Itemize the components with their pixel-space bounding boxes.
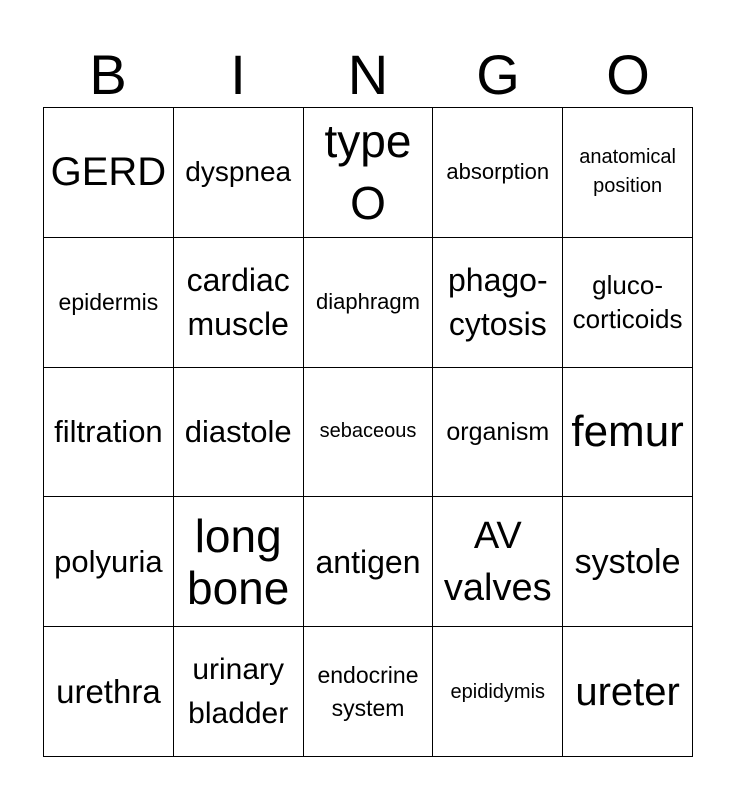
bingo-cell[interactable] [563, 368, 693, 498]
bingo-header [43, 44, 693, 106]
bingo-cell[interactable] [44, 627, 174, 757]
cell-label: organism [446, 417, 550, 446]
cell-label: polyuria [54, 543, 163, 579]
bingo-cell[interactable] [44, 238, 174, 368]
bingo-cell[interactable] [174, 238, 304, 368]
bingo-cell[interactable] [304, 497, 434, 627]
bingo-cell[interactable] [433, 238, 563, 368]
bingo-cell[interactable] [563, 238, 693, 368]
bingo-cell[interactable] [563, 497, 693, 627]
header-letter-g: G [476, 43, 520, 106]
cell-label: systole [574, 542, 681, 581]
cell-label: gluco- corticoids [572, 270, 683, 335]
bingo-cell[interactable] [174, 497, 304, 627]
bingo-cell[interactable] [44, 497, 174, 627]
cell-label: diaphragm [316, 289, 420, 315]
cell-label: urethra [56, 672, 161, 710]
cell-label: absorption [446, 159, 550, 185]
cell-label: type O [324, 115, 412, 230]
bingo-cell[interactable] [174, 627, 304, 757]
cell-label: antigen [315, 543, 421, 580]
cell-label: epididymis [450, 680, 546, 703]
header-letter-b: B [89, 43, 127, 106]
bingo-cell[interactable] [433, 108, 563, 238]
header-letter-o: O [606, 43, 650, 106]
bingo-cell[interactable] [304, 238, 434, 368]
bingo-cell[interactable] [563, 108, 693, 238]
cell-label: sebaceous [319, 420, 417, 443]
header-letter-n: N [347, 43, 389, 106]
cell-label: femur [571, 406, 684, 456]
cell-label: cardiac muscle [186, 262, 290, 343]
cell-label: urinary bladder [188, 652, 289, 730]
bingo-cell[interactable] [174, 108, 304, 238]
cell-label: dyspnea [185, 156, 292, 188]
bingo-cell[interactable] [304, 627, 434, 757]
bingo-cell[interactable] [44, 368, 174, 498]
bingo-cell[interactable] [433, 497, 563, 627]
cell-label: epidermis [58, 289, 159, 316]
cell-label: filtration [54, 413, 163, 449]
cell-label: diastole [184, 413, 292, 449]
cell-label: ureter [575, 669, 680, 714]
bingo-cell[interactable] [44, 108, 174, 238]
cell-label: long bone [187, 509, 290, 614]
header-letter-i: I [230, 43, 246, 106]
cell-label: phago- cytosis [447, 262, 548, 343]
cell-label: anatomical position [579, 146, 676, 198]
bingo-cell[interactable] [433, 627, 563, 757]
cell-label: GERD [50, 150, 167, 195]
bingo-cell[interactable] [174, 368, 304, 498]
bingo-cell[interactable] [563, 627, 693, 757]
bingo-cell[interactable] [433, 368, 563, 498]
cell-label: endocrine system [317, 661, 419, 721]
bingo-cell[interactable] [304, 368, 434, 498]
bingo-cell[interactable] [304, 108, 434, 238]
bingo-board [43, 107, 693, 757]
cell-label: AV valves [443, 514, 552, 609]
